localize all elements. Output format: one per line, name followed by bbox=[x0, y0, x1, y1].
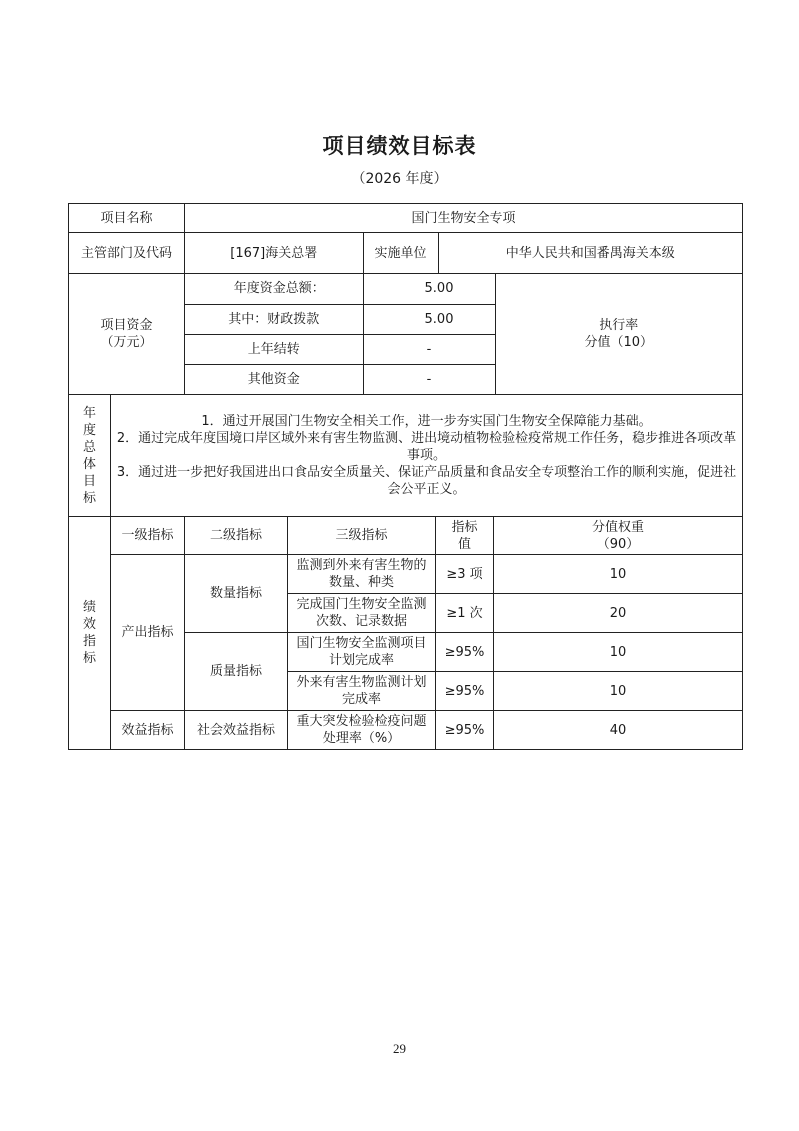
quality-indicator-label: 质量指标 bbox=[185, 633, 288, 711]
goal-item: 2．通过完成年度国境口岸区域外来有害生物监测、进出境动植物检验检疫常规工作任务，稳步推进各项改革事项。 bbox=[116, 431, 737, 463]
header-level3: 三级指标 bbox=[288, 517, 436, 555]
indicator-value: ≥95% bbox=[436, 711, 494, 750]
table-row bbox=[69, 555, 743, 594]
header-value: 指标值 bbox=[436, 517, 494, 555]
project-name-value: 国门生物安全专项 bbox=[185, 204, 743, 233]
indicator-name: 重大突发检验检疫问题处理率（%） bbox=[288, 711, 436, 750]
fund-carryover-value: - bbox=[363, 334, 495, 364]
goal-item: 3．通过进一步把好我国进出口食品安全质量关、保证产品质量和食品安全专项整治工作的顺利实施，促进社会公平正义。 bbox=[116, 465, 737, 497]
performance-target-table bbox=[68, 203, 743, 750]
page-subtitle: （2026 年度） bbox=[351, 171, 448, 187]
dept-label: 主管部门及代码 bbox=[69, 233, 185, 274]
social-benefit-label: 社会效益指标 bbox=[185, 711, 288, 750]
indicator-weight: 10 bbox=[494, 633, 743, 672]
indicator-value: ≥1 次 bbox=[436, 594, 494, 633]
indicator-header-row bbox=[69, 517, 743, 555]
dept-row bbox=[69, 233, 743, 274]
benefit-indicator-label: 效益指标 bbox=[111, 711, 185, 750]
fund-other-label: 其他资金 bbox=[185, 364, 363, 394]
exec-rate-cell: 执行率 分值（10） bbox=[584, 318, 654, 350]
impl-label: 实施单位 bbox=[363, 233, 438, 273]
indicator-name: 外来有害生物监测计划完成率 bbox=[288, 672, 436, 711]
indicator-weight: 10 bbox=[494, 672, 743, 711]
fund-other-value: - bbox=[363, 364, 495, 394]
page-number: 29 bbox=[393, 1041, 406, 1056]
indicator-value: ≥95% bbox=[436, 633, 494, 672]
page-title: 项目绩效目标表 bbox=[322, 134, 477, 158]
annual-goals-content bbox=[111, 395, 743, 517]
header-weight: 分值权重 （90） bbox=[494, 517, 743, 555]
quantity-indicator-label: 数量指标 bbox=[185, 555, 288, 633]
indicator-weight: 10 bbox=[494, 555, 743, 594]
table-row bbox=[69, 711, 743, 750]
output-indicator-label: 产出指标 bbox=[111, 555, 185, 711]
indicator-value: ≥3 项 bbox=[436, 555, 494, 594]
project-name-row bbox=[69, 204, 743, 233]
indicator-weight: 20 bbox=[494, 594, 743, 633]
annual-goals-label: 年度总体目标 bbox=[69, 395, 111, 517]
fund-fiscal-value: 5.00 bbox=[363, 304, 495, 334]
header-level2: 二级指标 bbox=[185, 517, 288, 555]
indicator-name: 完成国门生物安全监测次数、记录数据 bbox=[288, 594, 436, 633]
indicator-weight: 40 bbox=[494, 711, 743, 750]
fund-total-value: 5.00 bbox=[363, 274, 495, 304]
indicator-name: 监测到外来有害生物的数量、种类 bbox=[288, 555, 436, 594]
indicator-value: ≥95% bbox=[436, 672, 494, 711]
impl-value: 中华人民共和国番禺海关本级 bbox=[505, 245, 675, 261]
header-level1: 一级指标 bbox=[111, 517, 185, 555]
funds-label: 项目资金 （万元） bbox=[69, 274, 185, 395]
indicator-name: 国门生物安全监测项目计划完成率 bbox=[288, 633, 436, 672]
indicators-label: 绩效指标 bbox=[69, 517, 111, 750]
fund-carryover-label: 上年结转 bbox=[185, 334, 363, 364]
project-name-label: 项目名称 bbox=[69, 204, 185, 233]
fund-fiscal-label: 其中：财政拨款 bbox=[185, 304, 363, 334]
funds-row-1 bbox=[69, 274, 743, 303]
fund-total-label: 年度资金总额： bbox=[185, 274, 363, 304]
dept-value: [167]海关总署 bbox=[185, 233, 363, 273]
goal-item: 1．通过开展国门生物安全相关工作，进一步夯实国门生物安全保障能力基础。 bbox=[201, 414, 652, 429]
annual-goals-row bbox=[69, 395, 743, 517]
